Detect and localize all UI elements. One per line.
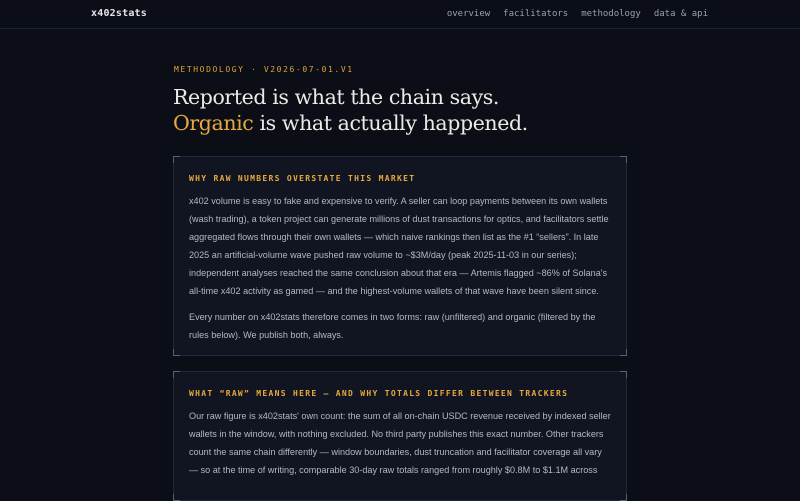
nav-methodology[interactable]: methodology (581, 9, 641, 19)
section-body (189, 192, 613, 352)
section-paragraph: x402 volume is easy to fake and expensive to verify. A seller can loop payments between its own wallets (wash trading), a token project can generate millions of dust transactions for optics, and facilitators settle aggregated flows through their own wallets — which naive rankings then list as the #1 “sellers”. In late 2025 an artificial-volume wave pushed raw volume to ~$3M/day (peak 2025-11-03 in our series); independent analyses reached the same conclusion about that era — Artemis flagged ~86% of Solana's all-time x402 activity as gamed — and the highest-volume wallets of that wave have been silent since. (189, 196, 609, 296)
headline-line-2: is what actually happened. (253, 111, 528, 135)
section-title: WHAT “RAW” MEANS HERE — AND WHY TOTALS DIFFER BETWEEN TRACKERS (189, 389, 569, 398)
headline-line-1: Reported is what the chain says. (173, 85, 499, 109)
headline-accent: Organic (173, 111, 254, 135)
section-body (189, 407, 613, 487)
section-card-raw-meaning (173, 371, 627, 501)
nav-facilitators[interactable]: facilitators (503, 9, 569, 19)
corner-mark (620, 494, 627, 501)
nav-data-api[interactable]: data & api (653, 9, 708, 19)
section-paragraph: Every number on x402stats therefore comes in two forms: raw (unfiltered) and organic (filtered by the rules below). We publish both, always. (189, 312, 596, 340)
corner-mark (173, 349, 180, 356)
corner-mark (173, 494, 180, 501)
section-paragraph: Our raw figure is x402stats' own count: the sum of all on-chain USDC revenue received by indexed seller wallets in the window, with nothing excluded. No third party publishes this exact number. Other trackers count the same chain differently — window boundaries, dust truncation and facilitator coverage all vary — so at the time of writing, comparable 30-day raw totals ranged from roughly $0.8M to $1.1M across (189, 411, 611, 475)
brand-logo[interactable]: x402stats (91, 8, 147, 19)
nav-overview[interactable]: overview (446, 9, 491, 19)
main-nav (447, 9, 708, 19)
version-eyebrow: METHODOLOGY · V2026-07-01.V1 (174, 65, 354, 74)
section-card-raw-overstate (173, 156, 627, 356)
section-title: WHY RAW NUMBERS OVERSTATE THIS MARKET (189, 174, 416, 183)
page-headline (173, 84, 633, 136)
corner-mark (620, 349, 627, 356)
top-nav-bar (0, 0, 800, 29)
